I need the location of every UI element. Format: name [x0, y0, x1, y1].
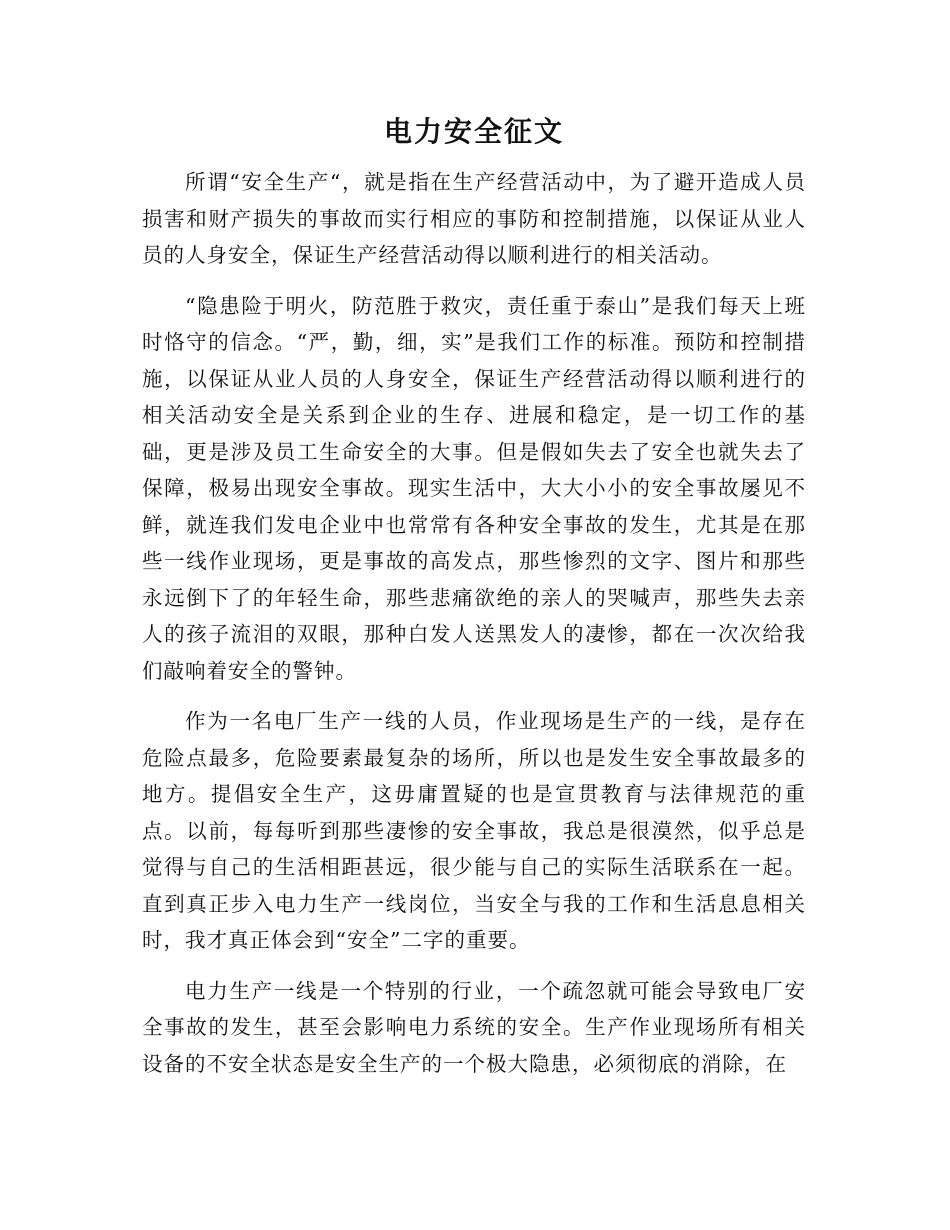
document-page	[142, 112, 806, 1082]
paragraph-4: 电力生产一线是一个特别的行业，一个疏忽就可能会导致电厂安全事故的发生，甚至会影响电力系统的安全。生产作业现场所有相关设备的不安全状态是安全生产的一个极大隐患，必须彻底的消除，在	[142, 978, 806, 1076]
document-title: 电力安全征文	[383, 115, 564, 148]
paragraph-3: 作为一名电厂生产一线的人员，作业现场是生产的一线，是存在危险点最多，危险要素最复杂的场所，所以也是发生安全事故最多的地方。提倡安全生产，这毋庸置疑的也是宣贯教育与法律规范的重点。以前，每每听到那些凄惨的安全事故，我总是很漠然，似乎总是觉得与自己的生活相距甚远，很少能与自己的实际生活联系在一起。直到真正步入电力生产一线岗位，当安全与我的工作和生活息息相关时，我才真正体会到“安全”二字的重要。	[142, 709, 806, 952]
paragraph-2: “隐患险于明火，防范胜于救灾，责任重于泰山”是我们每天上班时恪守的信念。“严，勤，细，实”是我们工作的标准。预防和控制措施，以保证从业人员的人身安全，保证生产经营活动得以顺利进行的相关活动安全是关系到企业的生存、进展和稳定，是一切工作的基础，更是涉及员工生命安全的大事。但是假如失去了安全也就失去了保障，极易出现安全事故。现实生活中，大大小小的安全事故屡见不鲜，就连我们发电企业中也常常有各种安全事故的发生，尤其是在那些一线作业现场，更是事故的高发点，那些惨烈的文字、图片和那些永远倒下了的年轻生命，那些悲痛欲绝的亲人的哭喊声，那些失去亲人的孩子流泪的双眼，那种白发人送黑发人的凄惨，都在一次次给我们敲响着安全的警钟。	[142, 293, 806, 683]
paragraph-1: 所谓“安全生产“，就是指在生产经营活动中，为了避开造成人员损害和财产损失的事故而实行相应的事防和控制措施，以保证从业人员的人身安全，保证生产经营活动得以顺利进行的相关活动。	[142, 170, 806, 267]
